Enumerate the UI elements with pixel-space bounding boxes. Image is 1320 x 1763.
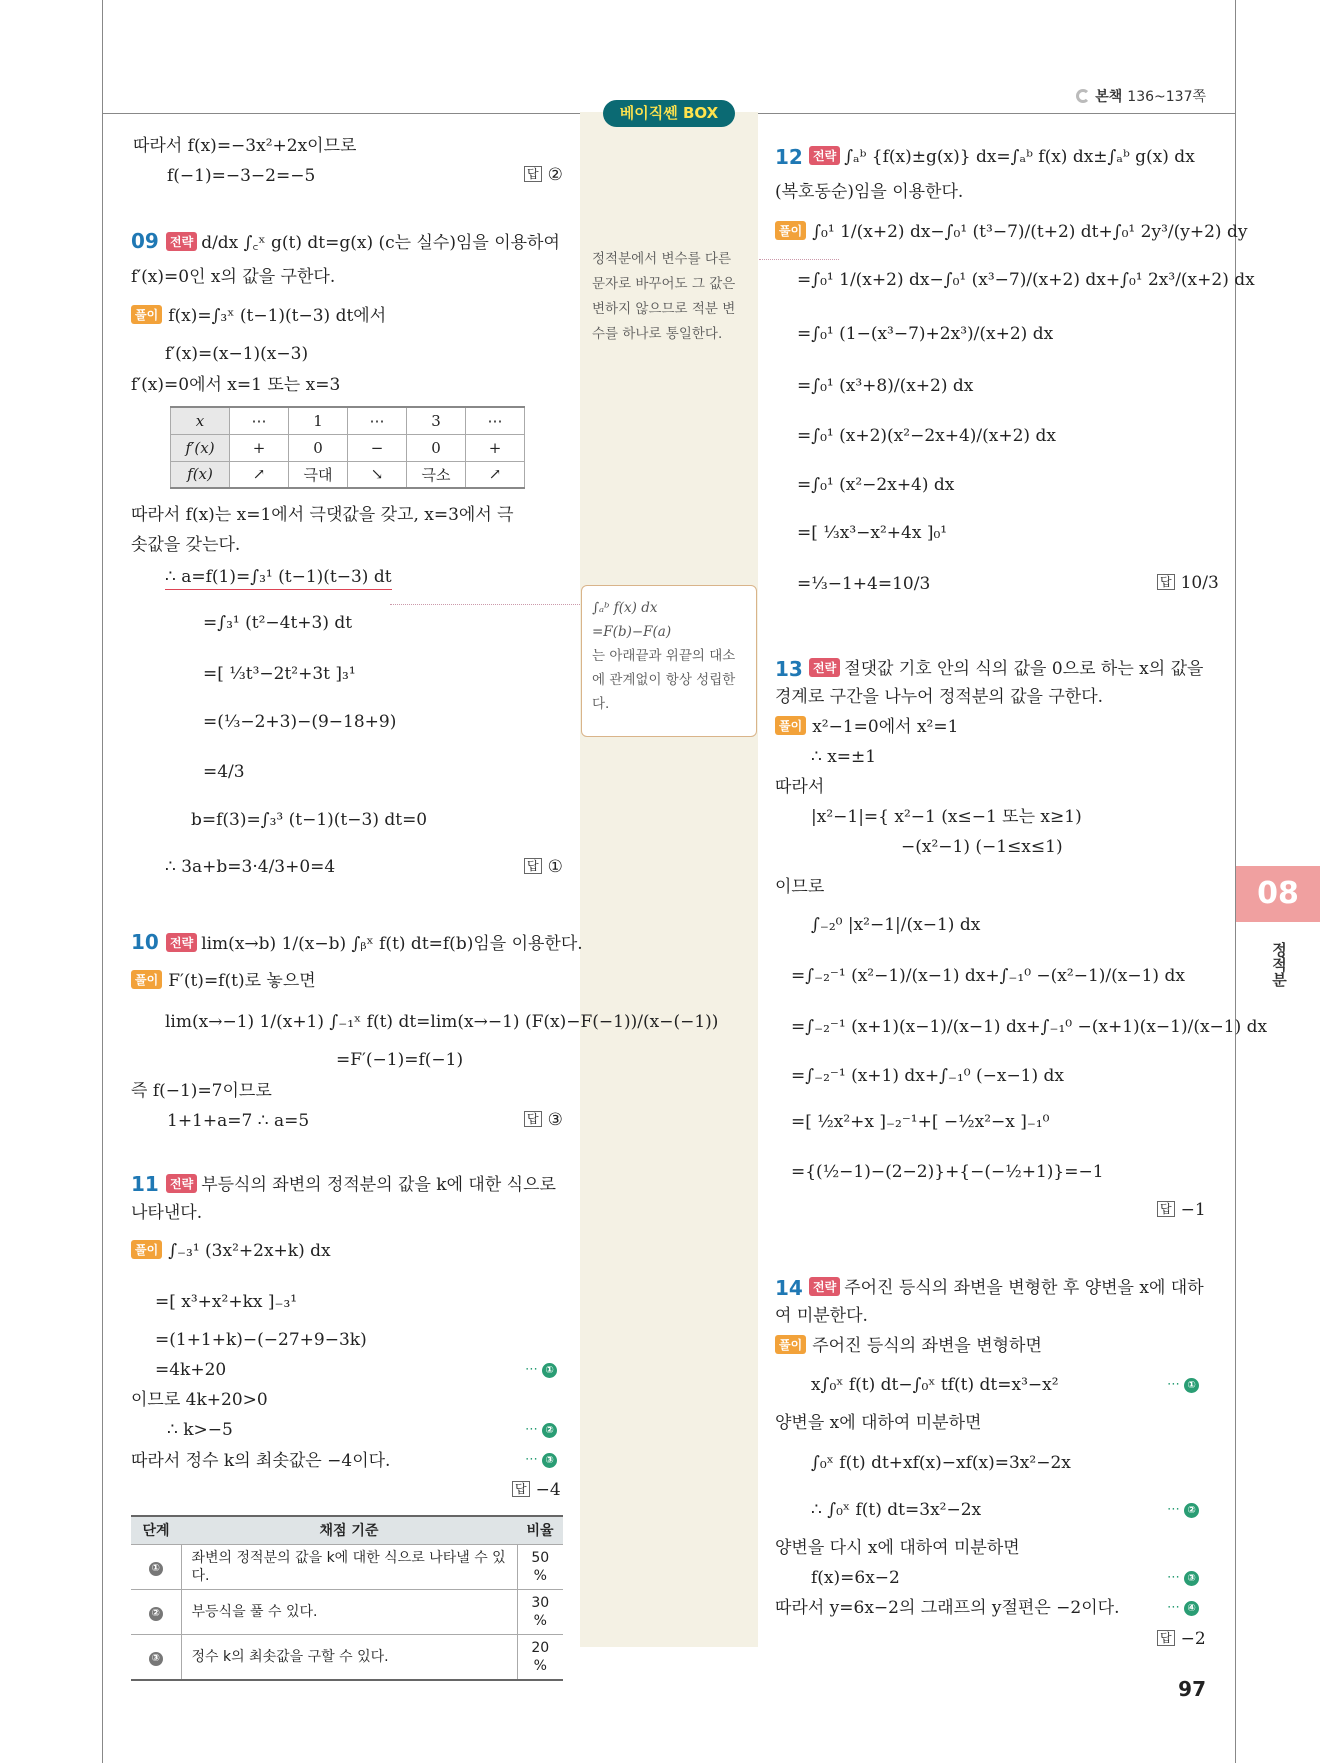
page-number: 97 [1178, 1677, 1206, 1701]
text-line: f(−1)=−3−2=−5 [167, 166, 316, 186]
math-line: =4k+20 [155, 1360, 227, 1380]
solution-line: 풀이 ∫₋₃¹ (3x²+2x+k) dx [131, 1239, 331, 1263]
note-connector [390, 604, 580, 605]
math-line: =∫₀¹ 1/(x+2) dx−∫₀¹ (x³−7)/(x+2) dx+∫₀¹ 2x³/(x+2) dx [797, 270, 1255, 290]
left-margin-line [102, 0, 103, 1763]
math-line: =∫₋₂⁻¹ (x+1)(x−1)/(x−1) dx+∫₋₁⁰ −(x+1)(x−1)/(x−1) dx [791, 1017, 1268, 1037]
math-line: f′(x)=0에서 x=1 또는 x=3 [131, 375, 341, 395]
problem-number: 09 [131, 229, 159, 253]
math-line: =∫₋₂⁻¹ (x+1) dx+∫₋₁⁰ (−x−1) dx [791, 1066, 1065, 1086]
math-line: 이므로 4k+20>0 [131, 1390, 268, 1410]
solution-line: 풀이 F′(t)=f(t)로 놓으면 [131, 969, 316, 993]
note-connector [759, 259, 839, 260]
math-line: ∫₋₂⁰ |x²−1|/(x−1) dx [811, 915, 981, 935]
math-line: =∫₀¹ (x³+8)/(x+2) dx [797, 376, 974, 396]
math-line: =F′(−1)=f(−1) [336, 1050, 464, 1070]
strategy-line: 전략 ∫ₐᵇ {f(x)±g(x)} dx=∫ₐᵇ f(x) dx±∫ₐᵇ g(x) dx [809, 145, 1195, 169]
step-marker: ⋯ ④ [1167, 1600, 1199, 1616]
side-note-variable: 정적분에서 변수를 다른 문자로 바꾸어도 그 값은 변하지 않으므로 적분 변 수를 하나로 통일한다. [592, 251, 736, 342]
math-line: ∴ 3a+b=3·4/3+0=4 [165, 857, 336, 877]
step-marker: ⋯ ① [525, 1362, 557, 1378]
strategy-line: 경계로 구간을 나누어 정적분의 값을 구한다. [775, 687, 1104, 707]
answer: 답 ② [524, 165, 563, 185]
solution-line: 풀이 주어진 등식의 좌변을 변형하면 [775, 1334, 1042, 1358]
text-line: 양변을 다시 x에 대하여 미분하면 [775, 1538, 1020, 1558]
step-marker: ⋯ ③ [1167, 1570, 1199, 1586]
answer: 답 ③ [524, 1110, 563, 1130]
step-marker: ⋯ ③ [525, 1452, 557, 1468]
text-line: 따라서 f(x)는 x=1에서 극댓값을 갖고, x=3에서 극 [131, 505, 514, 525]
math-line: ∴ a=f(1)=∫₃¹ (t−1)(t−3) dt [165, 565, 392, 590]
strategy-line: 전략 절댓값 기호 안의 식의 값을 0으로 하는 x의 값을 [809, 657, 1203, 681]
page-reference [1076, 86, 1206, 106]
math-line: f′(x)=(x−1)(x−3) [165, 344, 309, 364]
math-line: lim(x→−1) 1/(x+1) ∫₋₁ˣ f(t) dt=lim(x→−1) (F(x)−F(−1))/(x−(−1)) [165, 1012, 719, 1032]
text-line: 양변을 x에 대하여 미분하면 [775, 1413, 982, 1433]
text-line: 이므로 [775, 877, 825, 897]
refresh-icon [1076, 89, 1090, 103]
math-line: =∫₃¹ (t²−4t+3) dt [203, 613, 353, 633]
answer: 답 −4 [512, 1480, 561, 1500]
text-line: 따라서 y=6x−2의 그래프의 y절편은 −2이다. [775, 1598, 1120, 1618]
answer: 답 10/3 [1157, 573, 1219, 593]
box-title: 베이직쎈 BOX [603, 100, 735, 127]
increase-decrease-table: x ⋯ 1 ⋯ 3 ⋯ f′(x) + 0 − 0 + f(x) ↗ 극대 ↘ 극소 ↗ [170, 406, 525, 489]
strategy-line: 여 미분한다. [775, 1306, 868, 1326]
math-line: =[ x³+x²+kx ]₋₃¹ [155, 1292, 298, 1312]
step-marker: ⋯ ② [1167, 1502, 1199, 1518]
math-line: =⅓−1+4=10/3 [797, 574, 931, 594]
strategy-line: 나타낸다. [131, 1203, 203, 1223]
math-line: =∫₋₂⁻¹ (x²−1)/(x−1) dx+∫₋₁⁰ −(x²−1)/(x−1) dx [791, 966, 1185, 986]
math-line: =∫₀¹ (x+2)(x²−2x+4)/(x+2) dx [797, 426, 1056, 446]
step-marker: ⋯ ② [525, 1422, 557, 1438]
problem-number: 10 [131, 930, 159, 954]
math-line: =4/3 [203, 762, 245, 782]
math-line: =∫₀¹ (1−(x³−7)+2x³)/(x+2) dx [797, 324, 1054, 344]
math-line: x∫₀ˣ f(t) dt−∫₀ˣ tf(t) dt=x³−x² [811, 1375, 1059, 1395]
problem-number: 14 [775, 1276, 803, 1300]
reference-label: 본책 [1095, 89, 1123, 105]
problem-number: 11 [131, 1172, 159, 1196]
text-line: 따라서 f(x)=−3x²+2x이므로 [133, 136, 357, 156]
answer: 답 −1 [1157, 1200, 1206, 1220]
answer: 답 −2 [1157, 1629, 1206, 1649]
reference-pages: 136~137쪽 [1127, 89, 1206, 105]
math-line: =(⅓−2+3)−(9−18+9) [203, 712, 397, 732]
math-line: ∫₀ˣ f(t) dt+xf(x)−xf(x)=3x²−2x [811, 1453, 1071, 1473]
math-line: b=f(3)=∫₃³ (t−1)(t−3) dt=0 [191, 810, 428, 830]
strategy-line: 전략 lim(x→b) 1/(x−b) ∫ᵦˣ f(t) dt=f(b)임을 이용한다. [166, 932, 583, 956]
grading-table: 단계 채점 기준 비율 ① 좌변의 정적분의 값을 k에 대한 식으로 나타낼 수 있다. 50 % ② 부등식을 풀 수 있다. 30 % ③ 정수 k의 최솟값을 구할 수 있다. 20 % [131, 1515, 563, 1681]
solution-line: 풀이 ∫₀¹ 1/(x+2) dx−∫₀¹ (t³−7)/(t+2) dt+∫₀¹ 2y³/(y+2) dy [775, 220, 1247, 244]
math-line: −(x²−1) (−1≤x≤1) [901, 837, 1063, 857]
chapter-label: 정적분 [1270, 942, 1288, 987]
problem-number: 13 [775, 657, 803, 681]
strategy-line: 전략 주어진 등식의 좌변을 변형한 후 양변을 x에 대하 [809, 1276, 1204, 1300]
math-line: =∫₀¹ (x²−2x+4) dx [797, 475, 955, 495]
strategy-line: 전략 d/dx ∫꜀ˣ g(t) dt=g(x) (c는 실수)임을 이용하여 [166, 231, 560, 255]
math-line: ∴ k>−5 [167, 1420, 233, 1440]
math-line: =[ ⅓x³−x²+4x ]₀¹ [797, 523, 948, 543]
math-line: =[ ⅓t³−2t²+3t ]₃¹ [203, 664, 356, 684]
side-note-formula: ∫ₐᵇ f(x) dx =F(b)−F(a) 는 아래끝과 위끝의 대소 에 관계없이 항상 성립한 다. [581, 585, 757, 737]
math-line: ∴ ∫₀ˣ f(t) dt=3x²−2x [811, 1500, 982, 1520]
answer: 답 ① [524, 857, 563, 877]
text-line: 솟값을 갖는다. [131, 535, 241, 555]
math-line: =[ ½x²+x ]₋₂⁻¹+[ −½x²−x ]₋₁⁰ [791, 1112, 1050, 1132]
solution-line: 풀이 f(x)=∫₃ˣ (t−1)(t−3) dt에서 [131, 304, 386, 328]
text-line: 즉 f(−1)=7이므로 [131, 1081, 272, 1101]
problem-number: 12 [775, 145, 803, 169]
text-line: 따라서 [775, 777, 825, 797]
math-line: 1+1+a=7 ∴ a=5 [167, 1111, 310, 1131]
solution-line: 풀이 x²−1=0에서 x²=1 [775, 715, 958, 739]
math-line: ={(½−1)−(2−2)}+{−(−½+1)}=−1 [791, 1162, 1104, 1182]
text-line: 따라서 정수 k의 최솟값은 −4이다. [131, 1451, 391, 1471]
math-line: ∴ x=±1 [811, 747, 877, 767]
math-line: f(x)=6x−2 [811, 1568, 900, 1588]
chapter-tab[interactable]: 08 [1236, 866, 1320, 922]
strategy-line: 전략 부등식의 좌변의 정적분의 값을 k에 대한 식으로 [166, 1173, 556, 1197]
math-line: |x²−1|={ x²−1 (x≤−1 또는 x≥1) [811, 807, 1082, 827]
step-marker: ⋯ ① [1167, 1377, 1199, 1393]
math-line: =(1+1+k)−(−27+9−3k) [155, 1330, 367, 1350]
strategy-line: (복호동순)임을 이용한다. [775, 182, 964, 202]
strategy-line: f′(x)=0인 x의 값을 구한다. [131, 267, 336, 287]
